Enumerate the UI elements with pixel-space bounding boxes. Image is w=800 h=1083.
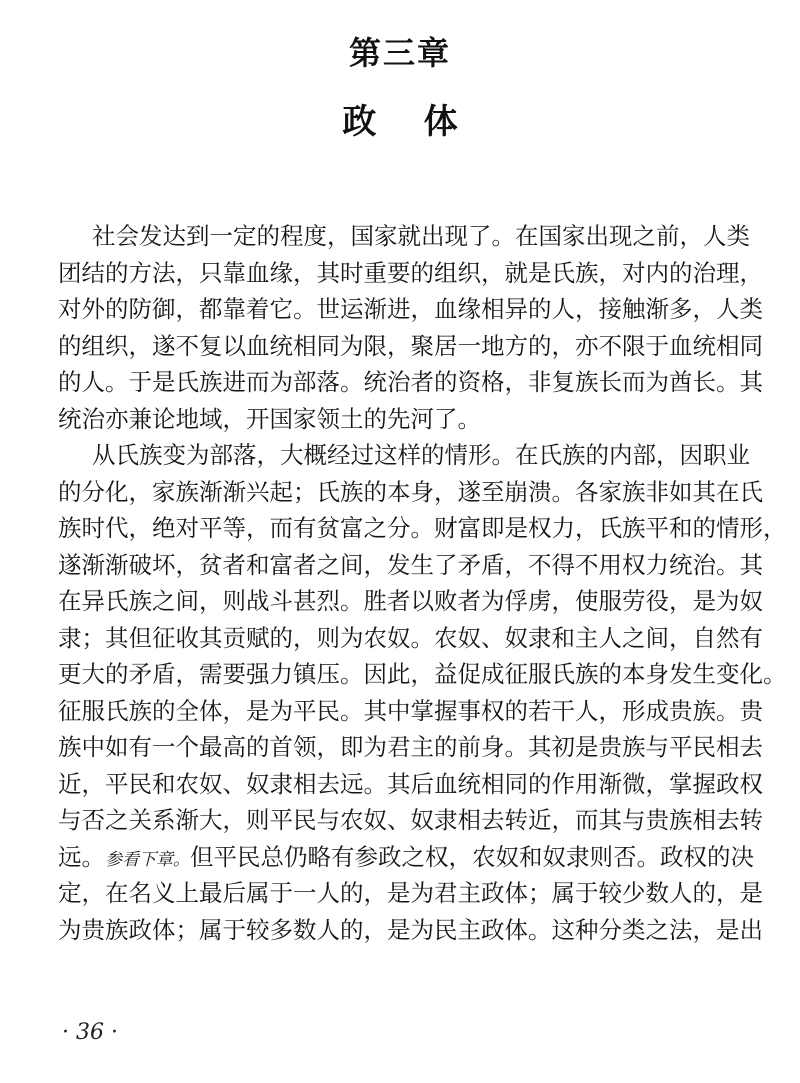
text-line: 为贵族政体；属于较多数人的，是为民主政体。这种分类之法，是出	[58, 915, 763, 944]
paragraph-1	[58, 218, 763, 437]
text-line: 定，在名义上最后属于一人的，是为君主政体；属于较少数人的，是	[58, 879, 763, 907]
paragraph-2	[58, 437, 787, 948]
cross-reference-note: 参看下章。	[105, 849, 190, 870]
text-segment: 但平民总仍略有参政之权，农奴和奴隶则否。政权的决	[190, 842, 754, 871]
text-line: 对外的防御，都靠着它。世运渐进，血缘相异的人，接触渐多，人类	[58, 295, 763, 323]
text-line: 统治亦兼论地域，开国家领土的先河了。	[58, 404, 481, 433]
text-line: 的组织，遂不复以血统相同为限，聚居一地方的，亦不限于血统相同	[58, 331, 763, 360]
text-line: 更大的矛盾，需要强力镇压。因此，益促成征服氏族的本身发生变化。	[58, 660, 787, 688]
text-line: 与否之关系渐大，则平民与农奴、奴隶相去转近，而其与贵族相去转	[58, 806, 763, 834]
text-line: 的人。于是氏族进而为部落。统治者的资格，非复族长而为酋长。其	[58, 368, 763, 396]
text-line: 近，平民和农奴、奴隶相去远。其后血统相同的作用渐微，掌握政权	[58, 769, 763, 798]
text-line: 族时代，绝对平等，而有贫富之分。财富即是权力，氏族平和的情形，	[58, 514, 787, 542]
text-line: 族中如有一个最高的首领，即为君主的前身。其初是贵族与平民相去	[58, 733, 763, 761]
text-line: 从氏族变为部落，大概经过这样的情形。在氏族的内部，因职业	[92, 441, 750, 469]
section-title: 政 体	[342, 102, 458, 142]
text-line: 在异氏族之间，则战斗甚烈。胜者以败者为俘虏，使服劳役，是为奴	[58, 587, 763, 615]
text-line	[58, 839, 754, 876]
text-line: 隶；其但征收其贡赋的，则为农奴。农奴、奴隶和主人之间，自然有	[58, 623, 763, 652]
body-text	[58, 218, 787, 948]
text-line: 团结的方法，只靠血缘，其时重要的组织，就是氏族，对内的治理，	[58, 258, 763, 287]
text-line: 社会发达到一定的程度，国家就出现了。在国家出现之前，人类	[92, 222, 750, 250]
text-segment: 远。	[58, 842, 105, 871]
text-line: 的分化，家族渐渐兴起；氏族的本身，遂至崩溃。各家族非如其在氏	[58, 477, 763, 506]
text-line: 征服氏族的全体，是为平民。其中掌握事权的若干人，形成贵族。贵	[58, 696, 763, 725]
page-number: · 36 ·	[62, 1020, 118, 1045]
text-line: 遂渐渐破坏，贫者和富者之间，发生了矛盾，不得不用权力统治。其	[58, 550, 763, 579]
chapter-heading: 第三章	[348, 34, 451, 72]
